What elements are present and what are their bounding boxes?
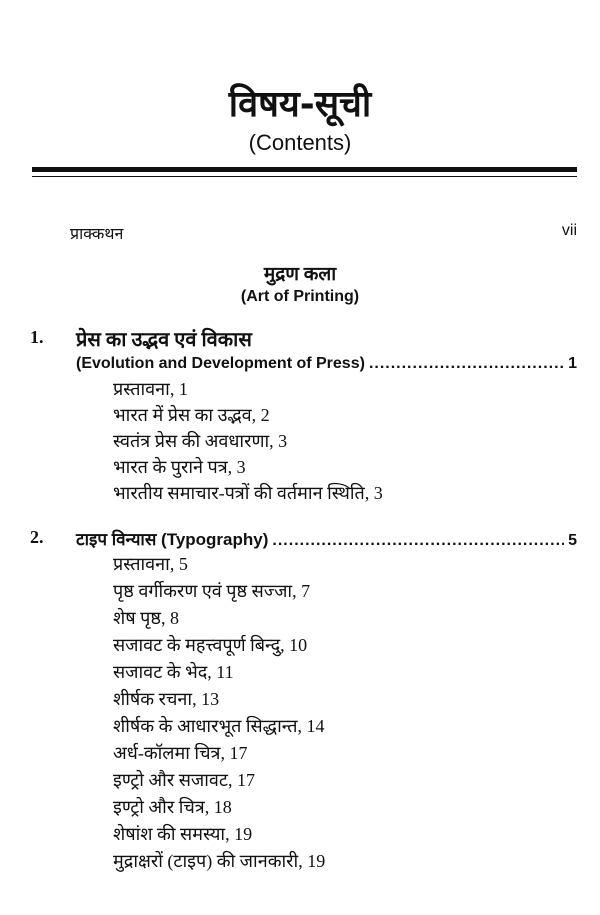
chapter-title: प्रेस का उद्भव एवं विकास (76, 329, 252, 351)
section-entry: भारत में प्रेस का उद्भव, 2 (113, 405, 270, 425)
section-entry: प्रस्तावना, 1 (113, 379, 188, 399)
section-entry: भारत के पुराने पत्र, 3 (113, 457, 246, 477)
section-entry: शीर्षक रचना, 13 (113, 689, 220, 709)
thin-divider (32, 176, 577, 177)
section-entry: शेष पृष्ठ, 8 (113, 608, 179, 628)
preface-entry: प्राक्कथन (70, 226, 124, 243)
chapter-title: टाइप विन्यास (Typography) (76, 530, 269, 549)
part-title-en: (Art of Printing) (240, 288, 360, 305)
dot-leader (272, 532, 564, 550)
chapter-page: 1 (568, 355, 577, 372)
section-entry: पृष्ठ वर्गीकरण एवं पृष्ठ सज्जा, 7 (113, 581, 311, 601)
thick-divider (32, 167, 577, 172)
section-entry: सजावट के भेद, 11 (113, 662, 234, 682)
section-entry: अर्ध-कॉलमा चित्र, 17 (113, 743, 248, 763)
section-entry: प्रस्तावना, 5 (113, 554, 188, 574)
section-entry: इण्ट्रो और चित्र, 18 (113, 797, 232, 817)
chapter-number: 2. (30, 527, 44, 547)
chapter-page: 5 (568, 532, 577, 549)
chapter-title-en: (Evolution and Development of Press) (76, 355, 365, 372)
part-title: मुद्रण कला (263, 264, 337, 285)
section-entry: सजावट के महत्त्वपूर्ण बिन्दु, 10 (113, 635, 308, 655)
chapter-title-line (76, 527, 577, 550)
section-entry: मुद्राक्षरों (टाइप) की जानकारी, 19 (113, 851, 326, 871)
section-entry: शीर्षक के आधारभूत सिद्धान्त, 14 (113, 716, 325, 736)
dot-leader (369, 355, 564, 373)
section-entry: शेषांश की समस्या, 19 (113, 824, 253, 844)
page-subtitle: (Contents) (248, 130, 352, 155)
chapter-number: 1. (30, 327, 44, 347)
preface-page: vii (561, 222, 577, 239)
page-title: विषय-सूची (228, 84, 372, 125)
section-entry: इण्ट्रो और सजावट, 17 (113, 770, 255, 790)
section-entry: स्वतंत्र प्रेस की अवधारणा, 3 (113, 431, 288, 451)
chapter-title-en-line (76, 355, 577, 373)
section-entry: भारतीय समाचार-पत्रों की वर्तमान स्थिति, 3 (113, 483, 383, 503)
